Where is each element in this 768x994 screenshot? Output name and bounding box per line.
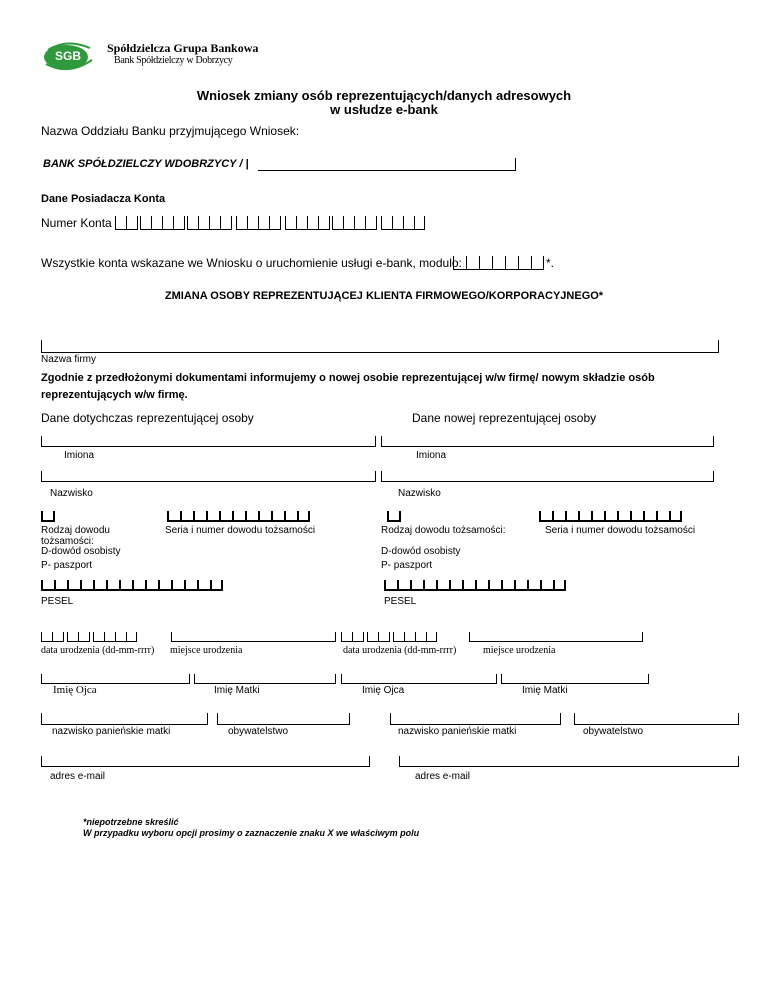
footnote-strike: *niepotrzebne skreślić [83,817,179,827]
new-doc-series-label: Seria i numer dowodu tożsamości [545,525,696,536]
new-father-name-field[interactable] [341,683,496,684]
old-citizenship-field[interactable] [217,724,349,725]
old-citizenship-label: obywatelstwo [228,726,289,737]
old-pesel-field[interactable] [41,580,223,591]
new-first-names-label: Imiona [416,450,447,461]
old-birth-date-label: data urodzenia (dd-mm-rrrr) [41,645,155,656]
new-email-end [738,756,739,767]
new-birth-date-field[interactable] [341,632,437,642]
old-surname-start [41,471,42,482]
new-surname-start [381,471,382,482]
old-father-end [189,674,190,684]
holder-heading: Dane Posiadacza Konta [41,193,166,205]
new-father-start [341,674,342,684]
new-doc-type-box[interactable] [387,511,401,522]
account-number-label: Numer Konta [41,216,112,230]
new-birth-place-field[interactable] [469,641,642,642]
old-first-names-end [375,436,376,447]
new-mother-maiden-field[interactable] [390,724,560,725]
new-citizenship-end [738,713,739,725]
old-email-start [41,756,42,767]
new-email-field[interactable] [399,766,738,767]
old-pesel-label: PESEL [41,596,74,607]
logo-text: SGB [55,49,82,63]
new-doc-type-label: Rodzaj dowodu tożsamości: [381,525,506,536]
old-surname-label: Nazwisko [50,488,93,499]
old-doc-series-field[interactable] [167,511,310,522]
old-birth-place-field[interactable] [171,641,335,642]
old-birth-date-field[interactable] [41,632,137,642]
old-first-names-label: Imiona [64,450,95,461]
old-citizenship-end [349,713,350,725]
old-mother-maiden-field[interactable] [41,724,207,725]
new-birth-place-end [642,632,643,642]
account-number-field[interactable] [115,216,425,230]
new-person-title: Dane nowej reprezentującej osoby [412,411,597,425]
old-maiden-end [207,713,208,725]
company-field-end [718,340,719,353]
new-doc-id-option: D-dowód osobisty [381,546,461,557]
new-birth-place-start [469,632,470,642]
new-birth-place-label: miejsce urodzenia [483,645,556,656]
modulo-suffix: *. [546,256,555,270]
statement-line2: reprezentujących w/w firmę. [41,389,188,401]
old-email-label: adres e-mail [50,771,106,782]
branch-field[interactable] [258,170,515,171]
old-father-name-label: Imię Ojca [53,684,97,696]
form-title-line1: Wniosek zmiany osób reprezentujących/danych adresowych [196,88,572,103]
old-mother-maiden-label: nazwisko panieńskie matki [52,726,171,737]
old-birth-place-start [171,632,172,642]
new-email-label: adres e-mail [415,771,471,782]
new-birth-date-label: data urodzenia (dd-mm-rrrr) [343,645,457,656]
old-doc-type-label-1: Rodzaj dowodu [41,525,110,536]
old-email-field[interactable] [41,766,369,767]
modulo-field[interactable] [453,256,544,270]
new-pesel-field[interactable] [384,580,566,591]
new-surname-field[interactable] [381,481,713,482]
new-citizenship-start [574,713,575,725]
bank-name: Bank Spółdzielczy w Dobrzycy [114,55,233,66]
old-citizenship-start [217,713,218,725]
new-father-name-label: Imię Ojca [362,685,405,696]
old-doc-type-box[interactable] [41,511,55,522]
old-email-end [369,756,370,767]
old-first-names-start [41,436,42,447]
old-mother-start [194,674,195,684]
new-citizenship-field[interactable] [574,724,738,725]
old-birth-place-end [335,632,336,642]
form-title-line2: w usłudze e-bank [330,102,438,117]
new-mother-name-label: Imię Matki [522,685,568,696]
company-field-start [41,340,42,353]
bank-group-name: Spółdzielcza Grupa Bankowa [107,41,259,55]
new-mother-end [648,674,649,684]
new-first-names-field[interactable] [381,446,713,447]
old-doc-type-label-3: D-dowód osobisty [41,546,121,557]
new-passport-option: P- paszport [381,560,433,571]
section-title: ZMIANA OSOBY REPREZENTUJĄCEJ KLIENTA FIRMOWEGO/KORPORACYJNEGO* [164,290,604,302]
footnote-instruction: W przypadku wyboru opcji prosimy o zaznaczenie znaku X we właściwym polu [83,828,420,838]
branch-label: Nazwa Oddziału Banku przyjmującego Wniosek: [41,124,300,138]
old-surname-end [375,471,376,482]
new-mother-start [501,674,502,684]
new-citizenship-label: obywatelstwo [583,726,644,737]
old-first-names-field[interactable] [41,446,375,447]
modulo-text: Wszystkie konta wskazane we Wniosku o uruchomienie usługi e-bank, modulo: [41,256,462,270]
new-father-end [496,674,497,684]
old-surname-field[interactable] [41,481,375,482]
new-maiden-start [390,713,391,725]
old-mother-end [335,674,336,684]
old-father-start [41,674,42,684]
new-email-start [399,756,400,767]
new-maiden-end [560,713,561,725]
new-first-names-start [381,436,382,447]
old-birth-place-label: miejsce urodzenia [170,645,243,656]
branch-value: BANK SPÓŁDZIELCZY WDOBRZYCY / | [43,158,249,170]
old-doc-type-label-2: tożsamości: [41,536,94,547]
new-surname-label: Nazwisko [398,488,441,499]
new-doc-series-field[interactable] [539,511,682,522]
new-surname-end [713,471,714,482]
old-mother-name-field[interactable] [194,683,335,684]
old-maiden-start [41,713,42,725]
branch-field-end [515,158,516,171]
old-doc-series-label: Seria i numer dowodu tożsamości [165,525,316,536]
new-first-names-end [713,436,714,447]
new-mother-name-field[interactable] [501,683,648,684]
company-name-field[interactable] [41,352,718,353]
company-name-label: Nazwa firmy [41,354,97,365]
old-mother-name-label: Imię Matki [214,685,260,696]
statement-line1: Zgodnie z przedłożonymi dokumentami informujemy o nowej osobie reprezentującej w/w firmę/ nowym składzie osób [41,372,655,384]
old-passport-option: P- paszport [41,560,93,571]
new-pesel-label: PESEL [384,596,417,607]
old-person-title: Dane dotychczas reprezentującej osoby [41,411,254,425]
new-mother-maiden-label: nazwisko panieńskie matki [398,726,517,737]
